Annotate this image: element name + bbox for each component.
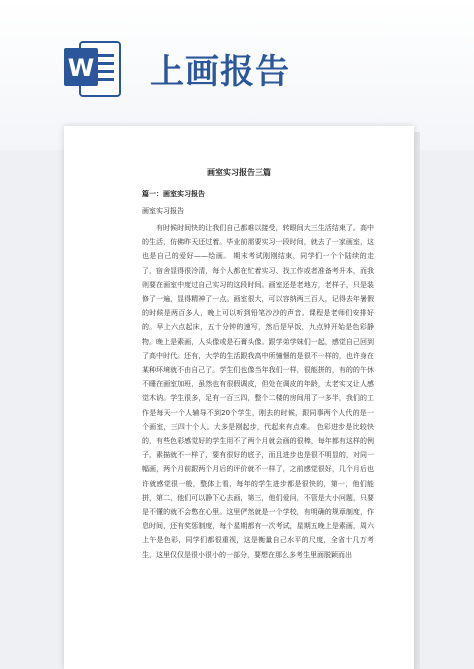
document-title: 画室实习报告三篇 — [207, 168, 271, 177]
word-doc-icon — [62, 38, 124, 100]
section-subtitle: 画室实习报告 — [142, 207, 184, 215]
section-heading: 篇一：画室实习报告 — [142, 190, 205, 198]
word-icon-letter: W — [67, 54, 95, 82]
document-page — [64, 126, 414, 669]
banner-title: 上画报告 — [150, 52, 290, 92]
body-paragraph: 有时候时间快的让我们自己都难以接受，转眼间大三生活结束了。高中的生活，仿佛昨天还过着。毕业前需要实习一段时间，就去了一家画室，这也是自己的爱好——绘画。 期末考试刚刚结束，同学们一个个陆续的走了，宿舍显得很冷清，每个人都在忙着实习、找工作或者准备考升本，而我则要在画室中度过自己实习的这段时间。画室还是老地方，老样子，只是装修了一遍，显得精神了一点。画室很大，可以容纳两三百人，记得去年暑假的时候是两百多人，晚上可以听到铅笔沙沙的声音。课程是老师们安排好的。早上六点起床，五十分钟的速写，然后是早饭，九点钟开始是色彩静物。晚上是素画，人头像或是石膏头像。跟学弟学妹们一起，感觉自己回到了高中时代。还有，大学的生活跟我高中所憧憬的是很不一样的，也许身在某种环境就不由自己了。学生们也像当年我们一样，很能拼的，有的的午休不睡在画室加班，虽然也有很假调皮，但处在调皮的年龄，太老实又让人感觉木讷。学生很多，足有一百三四，整个二楼的房间用了一多半，我们的工作是每天一个人辅导不到20个学生，刚去的时候，跟同事两个人代的是一个画室，三四十个人。大多是刚起步，代起来有点难。 色彩进步是比较快的，有些色彩感觉好的学生用不了两个月就会画的很棒，每年都有这样的例子，素描就不一样了，要有很好的底子，而且进步也是很不明显的，对同一幅画，两个月前跟两个月后的评价就不一样了，之前感觉很好，几个月后也许就感觉很一般，整体上看，每年的学生进步都是很快的，第一，他们能拼，第二，他们可以静下心去画，第三，他们爱问，不管是大小问题，只要是不懂的就不会憋在心里。这里俨然就是一个学校，有明确的规章制度，作息时间，还有奖惩制度，每个星期都有一次考试，星期五晚上是素画，周六上午是色彩，同学们都很重视，这是衡量自己水平的尺度，全省十几万考生，这里仅仅是很小很小的一部分，要想在那么多考生里面脱颖而出 — [142, 224, 374, 559]
